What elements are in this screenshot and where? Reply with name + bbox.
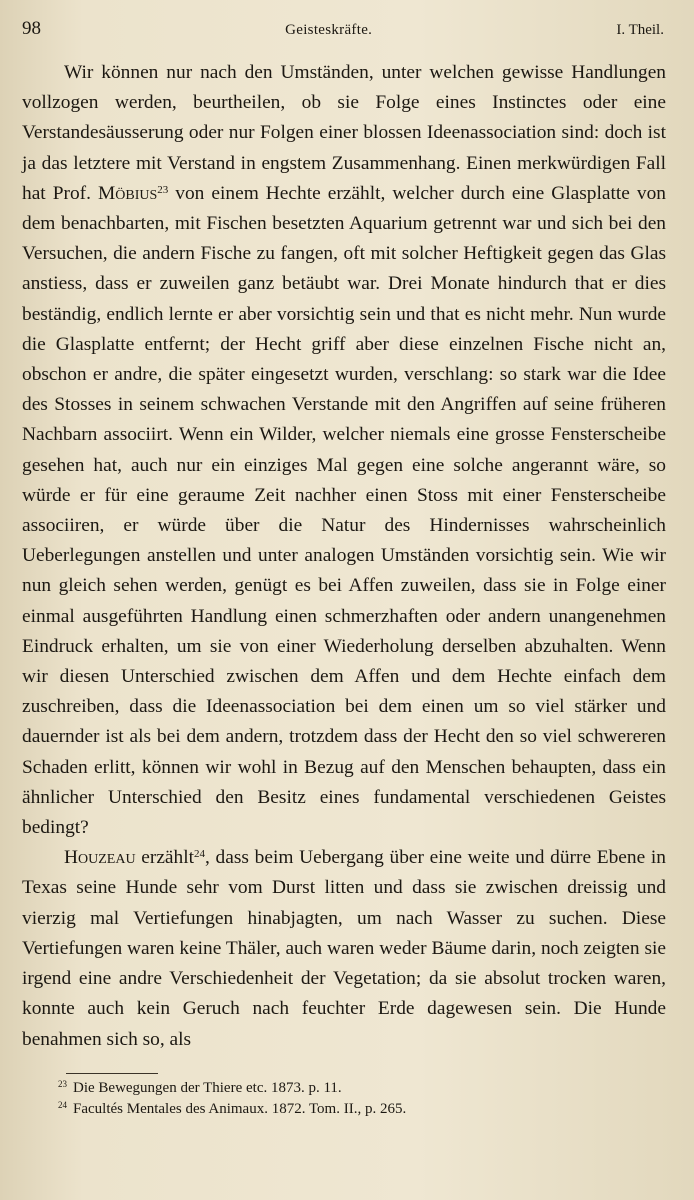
p1-text-b: von einem Hechte erzählt, welcher durch eine Glasplatte von dem benachbarten, mit Fischen besetzten Aquarium getrennt war und sich bei den Versuchen, die andern Fische zu fangen, oft mit solcher Heftigkeit gegen das Glas anstiess, dass er zuweilen ganz betäubt war. Drei Monate hindurch that er dies beständig, endlich lernte er aber vorsichtig sein und that es nicht mehr. Nun wurde die Glasplatte entfernt; der Hecht griff aber diese einzelnen Fische nicht an, obschon er andre, die später eingesetzt wurden, verschlang: so stark war die Idee des Stosses in seinem schwachen Verstande mit den Angriffen auf seine früheren Nachbarn associirt. Wenn ein Wilder, welcher niemals eine grosse Fensterscheibe gesehen hat, auch nur ein einziges Mal gegen eine solche angerannt wäre, so würde er für eine geraume Zeit nachher einen Stoss mit einer Fensterscheibe associiren, er würde über die Natur des Hindernisses wahrscheinlich Ueberlegungen anstellen und unter analogen Umständen vorsichtig sein. Wie wir nun gleich sehen werden, genügt es bei Affen zuweilen, dass sie in Folge einer einmal ausgeführten Handlung einen schmerzhaften oder andern unangenehmen Eindruck erhalten, um sie von einer Wiederholung derselben abzuhalten. Wenn wir diesen Unterschied zwischen dem Affen und dem Hechte einfach dem zuschreiben, dass die Ideenassociation bei dem einen um so viel stärker und dauernder ist als bei dem andern, trotzdem dass der Hecht den so viel schwereren Schaden erlitt, können wir wohl in Bezug auf den Menschen behaupten, dass ein ähnlicher Unterschied den Besitz eines fundamental verschiedenen Geistes bedingt? <box>22 182 666 839</box>
footnote-24 <box>58 1099 666 1120</box>
page-header <box>22 18 666 58</box>
footnote-text: Die Bewegungen der Thiere etc. 1873. p. 11. <box>73 1079 342 1096</box>
running-title: Geisteskräfte. <box>285 22 373 38</box>
footnote-divider <box>66 1073 158 1074</box>
paragraph-2 <box>22 843 666 1054</box>
p2-text-b: , dass beim Uebergang über eine weite und dürre Ebene in Texas seine Hunde sehr vom Durst litten und dass sie zwischen dreissig und vierzig mal Vertiefungen hinabjagten, um nach Wasser zu suchen. Diese Vertiefungen waren keine Thäler, auch waren weder Bäume darin, noch zeigten sie irgend eine andre Verschiedenheit der Vegetation; da sie absolut trocken waren, konnte auch kein Geruch nach feuchter Erde dagewesen sein. Die Hunde benahmen sich so, als <box>22 847 666 1050</box>
footnote-ref-23: 23 <box>157 183 169 196</box>
part-label: I. Theil. <box>616 22 664 38</box>
footnote-marker: 23 <box>58 1078 67 1089</box>
paragraph-1 <box>22 58 666 843</box>
author-moebius: Möbius <box>98 182 158 204</box>
footnote-ref-24: 24 <box>194 848 206 861</box>
author-houzeau: Houzeau <box>64 847 136 869</box>
footnotes <box>22 1078 666 1120</box>
p1-text-a: Wir können nur nach den Umständen, unter welchen gewisse Handlungen vollzogen werden, beurtheilen, ob sie Folge eines Instinctes oder eine Verstandesäusserung oder nur Folgen einer blossen Ideenassociation sind: doch ist ja das letztere mit Verstand in engstem Zusammenhang. Einen merkwürdigen Fall hat Prof. <box>22 62 666 204</box>
footnote-23 <box>58 1078 666 1099</box>
p2-text-a: erzählt <box>135 847 195 869</box>
page-number: 98 <box>22 18 41 39</box>
footnote-text: Facultés Mentales des Animaux. 1872. Tom. II., p. 265. <box>73 1100 407 1117</box>
footnote-marker: 24 <box>58 1099 67 1110</box>
body-text <box>22 58 666 1055</box>
